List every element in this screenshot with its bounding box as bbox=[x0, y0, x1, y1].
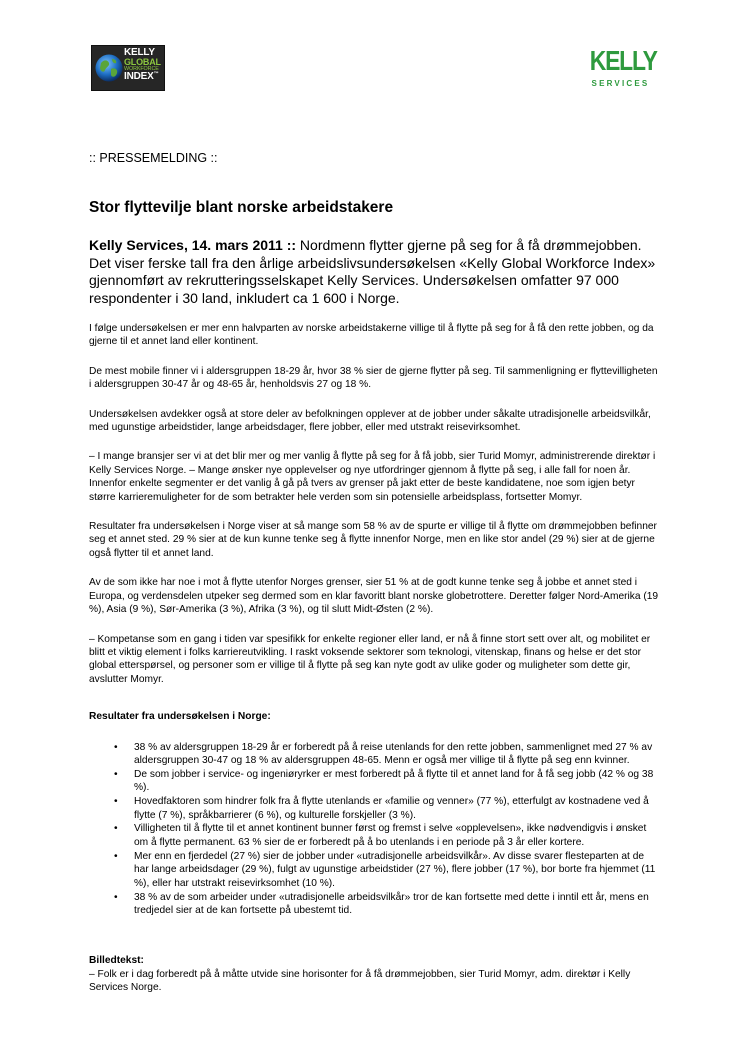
body-paragraph: Av de som ikke har noe i mot å flytte utenfor Norges grenser, sier 51 % at de godt kunne tenke seg å jobbe et annet sted i Europa, og verdensdelen utpeker seg dermed som en klar favoritt blant norske globetrottere. Deretter følger Nord-Amerika (19 %), Asia (9 %), Sør-Amerika (3 %), Afrika (3 %), og til slutt Midt-Østen (2 %). bbox=[89, 577, 659, 616]
headline: Stor flyttevilje blant norske arbeidstakere bbox=[89, 199, 394, 216]
bullet-icon: • bbox=[114, 823, 118, 835]
lead-text: Nordmenn flytter gjerne på seg for å få drømmejobben. Det viser ferske tall fra den årlige arbeidslivsundersøkelsen «Kelly Global Workforce Index» gjennomført av rekrutteringsselskapet Kelly Services. Undersøkelsen omfatter 97 000 respondenter i 30 land, inkludert ca 1 600 i Norge. bbox=[89, 237, 656, 306]
body-paragraph: – I mange bransjer ser vi at det blir mer og mer vanlig å flytte på seg for å få jobb, sier Turid Momyr, administrerende direktør i Kelly Services Norge. – Mange ønsker nye opplevelser og nye utfordringer gjennom å flytte på seg, i alle fall for noen år. Innenfor enkelte segmenter er det vanlig å gå på tvers av grenser på jakt etter de beste kandidatene, noe som igjen betyr større karrieremuligheter for de som betrakter hele verden som sin potensielle arbeidsplass, fortsetter Momyr. bbox=[89, 451, 656, 503]
bullet-icon: • bbox=[114, 768, 118, 780]
list-item bbox=[114, 850, 661, 890]
list-item bbox=[114, 891, 661, 918]
list-item bbox=[114, 741, 661, 768]
kelly-logo-services: SERVICES bbox=[591, 79, 650, 88]
bullet-icon: • bbox=[114, 850, 118, 862]
press-release-label: :: PRESSEMELDING :: bbox=[89, 151, 218, 165]
globe-icon bbox=[94, 53, 124, 83]
kelly-global-workforce-index-logo bbox=[91, 45, 165, 91]
list-item-text: Mer enn en fjerdedel (27 %) sier de jobber under «utradisjonelle arbeidsvilkår». Av disse svarer flesteparten at de har lange arbeidsdager (29 %), fulgt av ugunstige arbeidstider (27 %), flere jobber (17 %), bor borte fra hjemmet (11 %), eller har utstrakt reisevirksomhet (10 %). bbox=[134, 850, 656, 889]
list-item-text: De som jobber i service- og ingeniøryrker er mest forberedt på å flytte til et annet land for å få seg jobb (42 % og 38 %). bbox=[134, 768, 654, 794]
list-item-text: Hovedfaktoren som hindrer folk fra å flytte utenlands er «familie og venner» (77 %), etterfulgt av kostnadene ved å flytte (7 %), språkbarrierer (6 %), og kulturelle forskjeller (3 %). bbox=[134, 796, 649, 821]
body-paragraph: – Kompetanse som en gang i tiden var spesifikk for enkelte regioner eller land, er nå å finne stort sett over alt, og mobilitet er blitt et viktig element i folks karriereutvikling. I raskt voksende sektorer som teknologi, vitenskap, finans og helse er det stor global etterspørsel, og personer som er villige til å flytte på seg kan nyte godt av ulike goder og muligheter som dette gir, avslutter Momyr. bbox=[89, 633, 651, 685]
logo-word-kelly: KELLY bbox=[124, 47, 155, 58]
body-paragraph: De mest mobile finner vi i aldersgruppen 18-29 år, hvor 38 % sier de gjerne flytter på seg. Til sammenligning er flyttevilligheten i aldersgruppen 30-47 år og 48-65 år, henholdsvis 27 og 18 %. bbox=[89, 365, 658, 391]
list-item-text: Villigheten til å flytte til et annet kontinent bunner først og fremst i selve «opplevelsen», ikke nødvendigvis i ønsket om å flytte permanent. 63 % sier de er forberedt på å bo utenlands i en periode på 3 år eller kortere. bbox=[134, 823, 647, 848]
caption-text: – Folk er i dag forberedt på å måtte utvide sine horisonter for å få drømmejobben, sier Turid Momyr, adm. direktør i Kelly Services Norge. bbox=[89, 968, 631, 994]
dateline: Kelly Services, 14. mars 2011 :: bbox=[89, 237, 297, 253]
kelly-services-logo bbox=[583, 47, 658, 92]
logo-word-index: INDEX bbox=[124, 71, 154, 83]
lead-paragraph bbox=[89, 237, 661, 307]
kelly-logo-word: KELLY bbox=[589, 45, 657, 76]
trademark-symbol: ™ bbox=[153, 71, 159, 78]
logo-word-global: GLOBAL bbox=[124, 57, 161, 67]
results-heading: Resultater fra undersøkelsen i Norge: bbox=[89, 711, 271, 723]
body-paragraph: I følge undersøkelsen er mer enn halvparten av norske arbeidstakerne villige til å flytte på seg for å få den rette jobben, og da gjerne til et annet land eller kontinent. bbox=[89, 323, 654, 348]
list-item bbox=[114, 795, 661, 822]
bullet-icon: • bbox=[114, 741, 118, 753]
results-list bbox=[89, 741, 661, 918]
list-item-text: 38 % av de som arbeider under «utradisjonelle arbeidsvilkår» tror de kan fortsette med dette i inntil ett år, mens en tredjedel sier at de kan fortsette på ubestemt tid. bbox=[134, 891, 649, 916]
bullet-icon: • bbox=[114, 796, 118, 808]
caption-heading: Billedtekst: bbox=[89, 955, 144, 967]
bullet-icon: • bbox=[114, 891, 118, 903]
body-paragraph: Resultater fra undersøkelsen i Norge viser at så mange som 58 % av de spurte er villige til å flytte om drømmejobben befinner seg et annet sted. 29 % sier at de kun kunne tenke seg å flytte innenfor Norge, men en like stor andel (29 %) sier at de gjerne også flytter til et annet land. bbox=[89, 521, 657, 559]
logo-word-workforce: WORKFORCE bbox=[124, 66, 159, 72]
list-item bbox=[114, 822, 661, 849]
list-item bbox=[114, 768, 661, 795]
press-release-body bbox=[89, 150, 661, 995]
list-item-text: 38 % av aldersgruppen 18-29 år er forberedt på å reise utenlands for den rette jobben, sammenlignet med 27 % av aldersgruppen 30-47 og 18 % av aldersgruppen 48-65. Menn er også mer villige til å flytte på seg enn kvinner. bbox=[134, 741, 653, 766]
body-paragraph: Undersøkelsen avdekker også at store deler av befolkningen opplever at de jobber under såkalte utradisjonelle arbeidsvilkår, med ugunstige arbeidstider, lange arbeidsdager, flere jobber, eller med utstrakt reisevirksomhet. bbox=[89, 408, 651, 434]
